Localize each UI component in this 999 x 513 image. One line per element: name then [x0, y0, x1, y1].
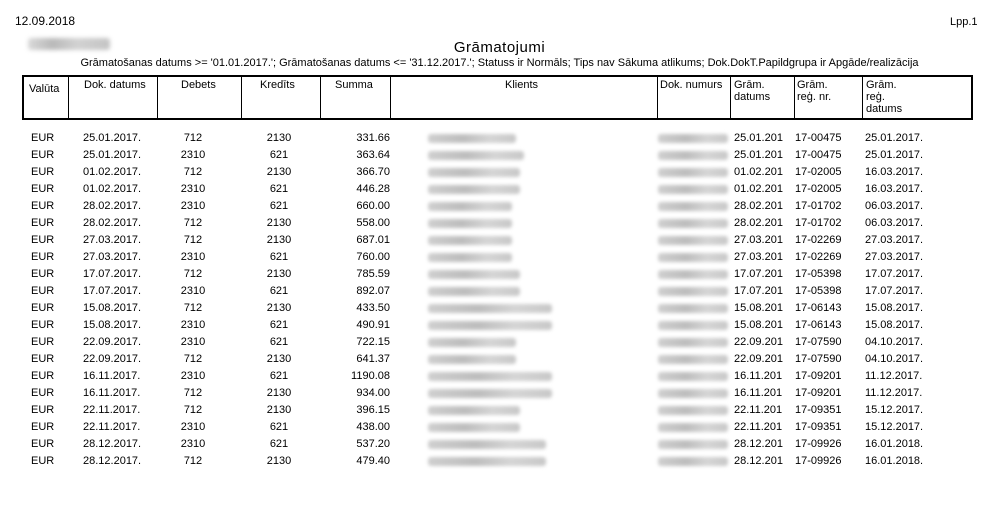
- debit-cell: 2310: [180, 336, 206, 348]
- posting-reg-date-cell: 11.12.2017.: [865, 370, 923, 382]
- amount-cell: 722.15: [356, 336, 390, 348]
- debit-cell: 2310: [180, 438, 206, 450]
- table-row: [0, 232, 999, 249]
- posting-reg-nr-cell: 17-05398: [795, 268, 842, 280]
- amount-cell: 331.66: [356, 132, 390, 144]
- doc-date-cell: 22.11.2017.: [83, 421, 141, 433]
- table-row: [0, 402, 999, 419]
- currency-cell: EUR: [31, 455, 55, 467]
- amount-cell: 934.00: [356, 387, 390, 399]
- posting-date-cell: 16.11.201: [734, 370, 783, 382]
- col-header-line: reģ. nr.: [797, 91, 832, 103]
- posting-reg-date-cell: 16.03.2017.: [865, 183, 924, 195]
- doc-date-cell: 15.08.2017.: [83, 319, 142, 331]
- amount-cell: 446.28: [356, 183, 390, 195]
- doc-number-cell-redacted: [658, 453, 728, 472]
- doc-date-cell: 01.02.2017.: [83, 166, 142, 178]
- posting-reg-nr-cell: 17-09926: [795, 455, 842, 467]
- doc-date-cell: 16.11.2017.: [83, 370, 141, 382]
- col-separator: [241, 77, 242, 118]
- amount-cell: 641.37: [356, 353, 390, 365]
- table-row: [0, 130, 999, 147]
- credit-cell: 621: [269, 336, 289, 348]
- posting-date-cell: 28.12.201: [734, 438, 783, 450]
- posting-date-cell: 28.02.201: [734, 200, 783, 212]
- currency-cell: EUR: [31, 438, 55, 450]
- posting-reg-date-cell: 25.01.2017.: [865, 132, 924, 144]
- currency-cell: EUR: [31, 183, 55, 195]
- debit-cell: 712: [183, 455, 203, 467]
- posting-date-cell: 17.07.201: [734, 268, 783, 280]
- credit-cell: 2130: [266, 353, 292, 365]
- credit-cell: 2130: [266, 234, 292, 246]
- currency-cell: EUR: [31, 268, 55, 280]
- doc-date-cell: 15.08.2017.: [83, 302, 142, 314]
- currency-cell: EUR: [31, 217, 55, 229]
- doc-date-cell: 25.01.2017.: [83, 149, 142, 161]
- posting-reg-nr-cell: 17-02005: [795, 183, 842, 195]
- posting-reg-nr-cell: 17-09351: [795, 421, 842, 433]
- posting-date-cell: 28.02.201: [734, 217, 783, 229]
- amount-cell: 892.07: [356, 285, 390, 297]
- doc-date-cell: 16.11.2017.: [83, 387, 141, 399]
- report-filter: Grāmatošanas datums >= '01.01.2017.'; Grāmatošanas datums <= '31.12.2017.'; Statuss ir Normāls; Tips nav Sākuma atlikums; Dok.DokT.Papildgrupa ir Apgāde/realizācija: [80, 57, 919, 69]
- posting-date-cell: 25.01.201: [734, 149, 783, 161]
- table-row: [0, 266, 999, 283]
- table-row: [0, 385, 999, 402]
- table-row: [0, 334, 999, 351]
- credit-cell: 621: [269, 200, 289, 212]
- currency-cell: EUR: [31, 387, 55, 399]
- debit-cell: 712: [183, 132, 203, 144]
- doc-date-cell: 22.09.2017.: [83, 336, 142, 348]
- table-row: [0, 164, 999, 181]
- doc-date-cell: 27.03.2017.: [83, 234, 142, 246]
- posting-reg-nr-cell: 17-09351: [795, 404, 842, 416]
- credit-cell: 621: [269, 285, 289, 297]
- table-row: [0, 453, 999, 470]
- currency-cell: EUR: [31, 149, 55, 161]
- table-row: [0, 368, 999, 385]
- currency-cell: EUR: [31, 132, 55, 144]
- currency-cell: EUR: [31, 285, 55, 297]
- posting-reg-date-cell: 16.01.2018.: [865, 455, 924, 467]
- amount-cell: 396.15: [356, 404, 390, 416]
- doc-date-cell: 17.07.2017.: [83, 268, 142, 280]
- col-header-line: Grām.: [866, 79, 897, 91]
- credit-cell: 621: [269, 183, 289, 195]
- posting-reg-date-cell: 15.08.2017.: [865, 319, 924, 331]
- posting-reg-date-cell: 11.12.2017.: [865, 387, 923, 399]
- posting-reg-date-cell: 17.07.2017.: [865, 268, 924, 280]
- table-row: [0, 198, 999, 215]
- posting-reg-nr-cell: 17-00475: [795, 149, 842, 161]
- table-header: [22, 75, 973, 120]
- amount-cell: 438.00: [356, 421, 390, 433]
- posting-reg-date-cell: 15.12.2017.: [865, 421, 924, 433]
- posting-reg-date-cell: 04.10.2017.: [865, 353, 924, 365]
- credit-cell: 2130: [266, 217, 292, 229]
- table-row: [0, 436, 999, 453]
- amount-cell: 660.00: [356, 200, 390, 212]
- credit-cell: 2130: [266, 404, 292, 416]
- posting-reg-date-cell: 06.03.2017.: [865, 217, 924, 229]
- posting-date-cell: 22.11.201: [734, 404, 783, 416]
- amount-cell: 363.64: [356, 149, 390, 161]
- posting-reg-date-cell: 15.12.2017.: [865, 404, 924, 416]
- credit-cell: 2130: [266, 268, 292, 280]
- posting-reg-date-cell: 16.03.2017.: [865, 166, 924, 178]
- doc-date-cell: 28.12.2017.: [83, 455, 142, 467]
- posting-reg-date-cell: 27.03.2017.: [865, 251, 924, 263]
- credit-cell: 2130: [266, 132, 292, 144]
- doc-date-cell: 28.02.2017.: [83, 217, 142, 229]
- posting-date-cell: 15.08.201: [734, 319, 783, 331]
- posting-date-cell: 22.09.201: [734, 336, 783, 348]
- col-separator: [68, 77, 69, 118]
- table-row: [0, 215, 999, 232]
- posting-reg-nr-cell: 17-09201: [795, 387, 842, 399]
- posting-reg-nr-cell: 17-01702: [795, 217, 842, 229]
- debit-cell: 712: [183, 217, 203, 229]
- amount-cell: 433.50: [356, 302, 390, 314]
- col-separator: [862, 77, 863, 118]
- amount-cell: 479.40: [356, 455, 390, 467]
- posting-reg-nr-cell: 17-09926: [795, 438, 842, 450]
- posting-date-cell: 28.12.201: [734, 455, 783, 467]
- currency-cell: EUR: [31, 251, 55, 263]
- credit-cell: 621: [269, 370, 289, 382]
- posting-reg-date-cell: 15.08.2017.: [865, 302, 924, 314]
- doc-date-cell: 22.11.2017.: [83, 404, 141, 416]
- doc-date-cell: 22.09.2017.: [83, 353, 142, 365]
- table-row: [0, 351, 999, 368]
- amount-cell: 490.91: [356, 319, 390, 331]
- posting-date-cell: 22.09.201: [734, 353, 783, 365]
- table-row: [0, 147, 999, 164]
- posting-date-cell: 22.11.201: [734, 421, 783, 433]
- amount-cell: 687.01: [356, 234, 390, 246]
- col-header-valuta: Valūta: [29, 83, 60, 95]
- posting-reg-nr-cell: 17-05398: [795, 285, 842, 297]
- col-header-line: Grām.: [797, 79, 828, 91]
- posting-reg-date-cell: 04.10.2017.: [865, 336, 924, 348]
- col-header-gram-reg-datums: [866, 79, 902, 115]
- credit-cell: 621: [269, 251, 289, 263]
- col-header-summa: Summa: [335, 79, 373, 91]
- posting-reg-nr-cell: 17-07590: [795, 336, 842, 348]
- posting-date-cell: 15.08.201: [734, 302, 783, 314]
- table-body: [0, 130, 999, 470]
- col-separator: [794, 77, 795, 118]
- table-row: [0, 249, 999, 266]
- page-number: Lpp.1: [950, 16, 978, 28]
- posting-reg-date-cell: 16.01.2018.: [865, 438, 924, 450]
- posting-date-cell: 17.07.201: [734, 285, 783, 297]
- table-row: [0, 419, 999, 436]
- debit-cell: 712: [183, 302, 203, 314]
- col-header-kredits: Kredīts: [260, 79, 295, 91]
- col-header-gram-datums: [734, 79, 770, 103]
- currency-cell: EUR: [31, 336, 55, 348]
- credit-cell: 621: [269, 421, 289, 433]
- report-date: 12.09.2018: [15, 14, 76, 28]
- posting-reg-nr-cell: 17-09201: [795, 370, 842, 382]
- currency-cell: EUR: [31, 421, 55, 433]
- credit-cell: 2130: [266, 166, 292, 178]
- credit-cell: 621: [269, 438, 289, 450]
- col-header-line: Grām.: [734, 79, 765, 91]
- debit-cell: 2310: [180, 200, 206, 212]
- debit-cell: 712: [183, 234, 203, 246]
- credit-cell: 621: [269, 149, 289, 161]
- col-header-dok-numurs: Dok. numurs: [660, 79, 723, 91]
- credit-cell: 2130: [266, 455, 292, 467]
- doc-date-cell: 01.02.2017.: [83, 183, 142, 195]
- debit-cell: 2310: [180, 251, 206, 263]
- posting-date-cell: 01.02.201: [734, 183, 783, 195]
- debit-cell: 2310: [180, 370, 206, 382]
- col-separator: [157, 77, 158, 118]
- debit-cell: 2310: [180, 183, 206, 195]
- col-header-gram-reg-nr: [797, 79, 831, 103]
- report-title: Grāmatojumi: [453, 39, 546, 56]
- debit-cell: 712: [183, 404, 203, 416]
- debit-cell: 712: [183, 268, 203, 280]
- posting-reg-date-cell: 17.07.2017.: [865, 285, 924, 297]
- table-row: [0, 181, 999, 198]
- debit-cell: 712: [183, 166, 203, 178]
- posting-reg-date-cell: 06.03.2017.: [865, 200, 924, 212]
- amount-cell: 558.00: [356, 217, 390, 229]
- currency-cell: EUR: [31, 302, 55, 314]
- credit-cell: 2130: [266, 302, 292, 314]
- col-separator: [390, 77, 391, 118]
- currency-cell: EUR: [31, 370, 55, 382]
- debit-cell: 2310: [180, 285, 206, 297]
- currency-cell: EUR: [31, 404, 55, 416]
- currency-cell: EUR: [31, 319, 55, 331]
- amount-cell: 537.20: [356, 438, 390, 450]
- debit-cell: 712: [183, 387, 203, 399]
- posting-date-cell: 01.02.201: [734, 166, 783, 178]
- currency-cell: EUR: [31, 200, 55, 212]
- col-header-line: datums: [734, 91, 771, 103]
- col-header-line: reģ.: [866, 91, 885, 103]
- amount-cell: 366.70: [356, 166, 390, 178]
- posting-reg-nr-cell: 17-02005: [795, 166, 842, 178]
- posting-reg-nr-cell: 17-06143: [795, 302, 842, 314]
- posting-reg-date-cell: 27.03.2017.: [865, 234, 924, 246]
- col-header-line: datums: [866, 103, 903, 115]
- debit-cell: 712: [183, 353, 203, 365]
- table-row: [0, 283, 999, 300]
- posting-reg-nr-cell: 17-02269: [795, 251, 842, 263]
- posting-reg-nr-cell: 17-02269: [795, 234, 842, 246]
- client-cell-redacted: [428, 453, 546, 472]
- posting-date-cell: 16.11.201: [734, 387, 783, 399]
- currency-cell: EUR: [31, 166, 55, 178]
- col-header-klients: Klients: [505, 79, 539, 91]
- credit-cell: 621: [269, 319, 289, 331]
- col-separator: [657, 77, 658, 118]
- posting-date-cell: 27.03.201: [734, 251, 783, 263]
- col-header-dok-datums: Dok. datums: [84, 79, 146, 91]
- table-row: [0, 317, 999, 334]
- posting-reg-date-cell: 25.01.2017.: [865, 149, 924, 161]
- table-row: [0, 300, 999, 317]
- posting-reg-nr-cell: 17-00475: [795, 132, 842, 144]
- col-separator: [730, 77, 731, 118]
- amount-cell: 1190.08: [351, 370, 390, 382]
- credit-cell: 2130: [266, 387, 292, 399]
- doc-date-cell: 28.12.2017.: [83, 438, 142, 450]
- amount-cell: 785.59: [356, 268, 390, 280]
- debit-cell: 2310: [180, 421, 206, 433]
- col-header-debets: Debets: [181, 79, 216, 91]
- posting-reg-nr-cell: 17-01702: [795, 200, 842, 212]
- col-separator: [320, 77, 321, 118]
- doc-date-cell: 17.07.2017.: [83, 285, 142, 297]
- debit-cell: 2310: [180, 149, 206, 161]
- posting-date-cell: 25.01.201: [734, 132, 783, 144]
- amount-cell: 760.00: [356, 251, 390, 263]
- doc-date-cell: 27.03.2017.: [83, 251, 142, 263]
- posting-reg-nr-cell: 17-07590: [795, 353, 842, 365]
- posting-reg-nr-cell: 17-06143: [795, 319, 842, 331]
- posting-date-cell: 27.03.201: [734, 234, 783, 246]
- doc-date-cell: 28.02.2017.: [83, 200, 142, 212]
- currency-cell: EUR: [31, 234, 55, 246]
- debit-cell: 2310: [180, 319, 206, 331]
- currency-cell: EUR: [31, 353, 55, 365]
- doc-date-cell: 25.01.2017.: [83, 132, 142, 144]
